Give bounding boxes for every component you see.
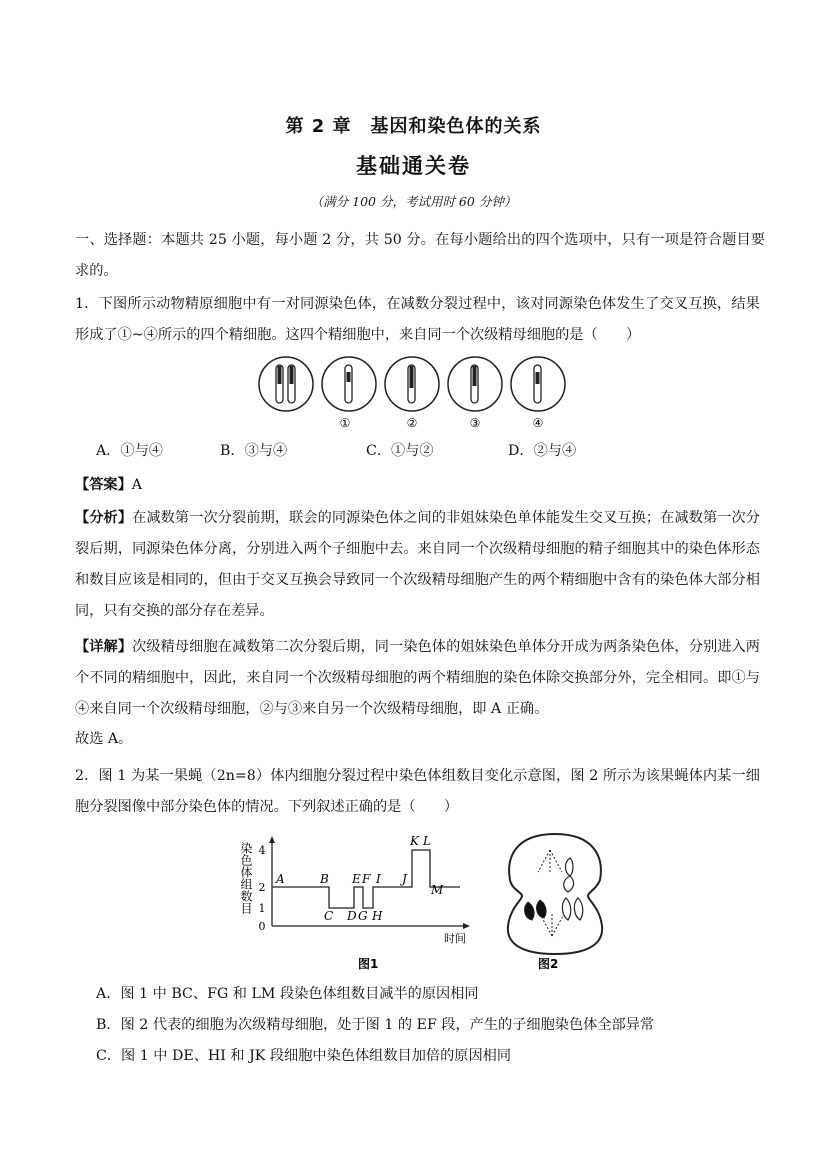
spermatogonium-cell bbox=[259, 357, 313, 411]
q1-option-a[interactable]: A．①与④ bbox=[96, 443, 163, 459]
fig1-point-D: D bbox=[347, 909, 357, 923]
q1-analysis bbox=[75, 503, 760, 627]
q1-option-d[interactable]: D．②与④ bbox=[508, 443, 577, 459]
fig1-xlabel: 时间 bbox=[444, 932, 466, 945]
fig1-ylabel: 染色体组数目 bbox=[239, 842, 253, 914]
fig1-point-M: M bbox=[431, 883, 444, 897]
fig2-cell-membrane bbox=[508, 834, 602, 954]
answer-value: A bbox=[131, 477, 143, 493]
section-instruction bbox=[75, 225, 765, 287]
analysis-label: 【分析】 bbox=[75, 510, 133, 526]
fig1-point-H: H bbox=[372, 909, 383, 923]
analysis-text: 在减数第一次分裂前期，联会的同源染色体之间的非姐妹染色单体能发生交叉互换；在减数第一次分裂后期，同源染色体分离，分别进入两个子细胞中去。来自同一个次级精母细胞的精子细胞其中的染色体形态和数目应该是相同的，但由于交叉互换会导致同一个次级精母细胞产生的两个精细胞中含有的染色体大部分相同，只有交换的部分存在差异。 bbox=[75, 510, 760, 619]
fig1-point-I: I bbox=[376, 872, 381, 886]
fig1-point-J: J bbox=[402, 872, 407, 886]
q1-answer bbox=[75, 474, 142, 494]
fig1-point-K: K bbox=[410, 834, 419, 848]
cell-label-2: ② bbox=[406, 416, 418, 430]
fig1-point-F: F bbox=[362, 872, 371, 886]
fig1-point-A: A bbox=[276, 872, 285, 886]
q1-option-c[interactable]: C．①与② bbox=[366, 443, 434, 459]
question-2-figure-2 bbox=[500, 828, 610, 976]
fig1-ytick-4: 4 bbox=[258, 844, 266, 857]
question-2-figure-1 bbox=[238, 828, 478, 976]
fig1-point-C: C bbox=[324, 909, 334, 923]
detail-text: 次级精母细胞在减数第二次分裂后期，同一染色体的姐妹染色单体分开成为两条染色体，分别进入两个不同的精细胞中，因此，来自同一个次级精母细胞的两个精细胞的染色体除交换部分外，完全相同。即①与④来自同一个次级精母细胞，②与③来自另一个次级精母细胞，即 A 正确。 bbox=[75, 639, 760, 717]
sperm-cell-2 bbox=[385, 357, 439, 411]
cell-label-1: ① bbox=[339, 416, 351, 430]
q1-detail bbox=[75, 632, 760, 725]
question-2-stem: 2．图 1 为某一果蝇（2n=8）体内细胞分裂过程中染色体组数目变化示意图，图 2 所示为该果蝇体内某一细胞分裂图像中部分染色体的情况。下列叙述正确的是（ ） bbox=[75, 768, 760, 815]
q1-conclusion: 故选 A。 bbox=[75, 731, 133, 747]
q2-option-c[interactable]: C．图 1 中 DE、HI 和 JK 段细胞中染色体组数目加倍的原因相同 bbox=[96, 1048, 512, 1064]
q2-option-b[interactable]: B．图 2 代表的细胞为次级精母细胞，处于图 1 的 EF 段，产生的子细胞染色体全部异常 bbox=[96, 1017, 655, 1033]
sperm-cell-3 bbox=[448, 357, 502, 411]
q2-option-a[interactable]: A．图 1 中 BC、FG 和 LM 段染色体组数目减半的原因相同 bbox=[96, 986, 479, 1002]
fig1-point-B: B bbox=[320, 872, 329, 886]
section-instruction-text: 一、选择题：本题共 25 小题，每小题 2 分，共 50 分。在每小题给出的四个选项中，只有一项是符合题目要求的。 bbox=[75, 232, 765, 279]
fig2-lower-chromosomes bbox=[525, 898, 583, 920]
fig1-ytick-2: 2 bbox=[258, 881, 266, 894]
exam-subtitle: （满分 100 分，考试用时 60 分钟） bbox=[310, 194, 517, 209]
fig1-x-arrow bbox=[463, 923, 470, 929]
fig1-point-E: E bbox=[352, 872, 361, 886]
fig2-upper-chromosomes bbox=[564, 858, 574, 892]
detail-label: 【详解】 bbox=[75, 639, 133, 655]
question-1-stem: 1．下图所示动物精原细胞中有一对同源染色体，在减数分裂过程中，该对同源染色体发生了交叉互换，结果形成了①~④所示的四个精细胞。这四个精细胞中，来自同一个次级精母细胞的是（ ） bbox=[75, 296, 760, 343]
fig2-upper-spindle bbox=[538, 850, 562, 872]
sperm-cell-1 bbox=[322, 357, 376, 411]
cell-label-4: ④ bbox=[532, 416, 544, 430]
chapter-title: 第 2 章 基因和染色体的关系 bbox=[285, 116, 542, 137]
fig2-caption: 图2 bbox=[538, 957, 559, 971]
q1-option-b[interactable]: B．③与④ bbox=[220, 443, 288, 459]
fig1-ytick-0: 0 bbox=[258, 920, 266, 933]
question-1-figure bbox=[255, 356, 575, 432]
cell-label-3: ③ bbox=[469, 416, 481, 430]
fig1-caption: 图1 bbox=[358, 957, 379, 971]
answer-label: 【答案】 bbox=[75, 477, 132, 493]
fig1-ytick-1: 1 bbox=[258, 902, 266, 915]
fig1-point-G: G bbox=[358, 909, 368, 923]
exam-title: 基础通关卷 bbox=[356, 154, 471, 178]
fig1-y-arrow bbox=[269, 836, 275, 843]
fig1-point-L: L bbox=[423, 834, 431, 848]
sperm-cell-4 bbox=[511, 357, 565, 411]
